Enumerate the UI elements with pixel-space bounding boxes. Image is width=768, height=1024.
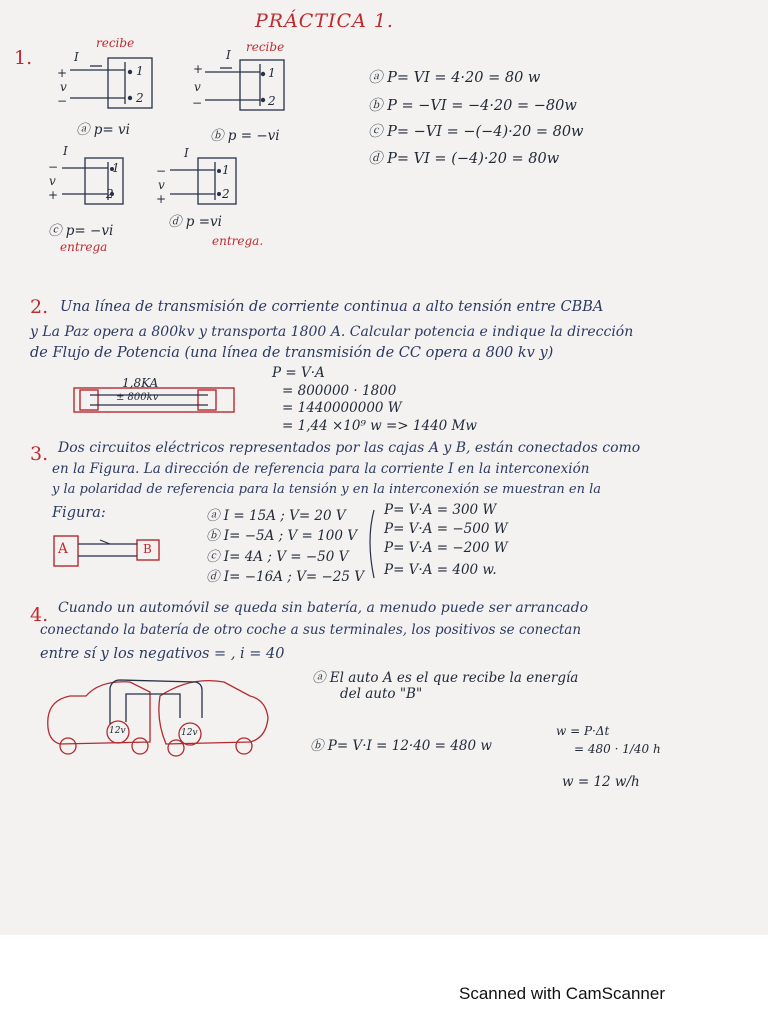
diagram-c-v: v [49,174,56,188]
p2-calc-line-2: = 800000 · 1800 [282,383,397,399]
p2-calc-line-4: = 1,44 ×10⁹ w => 1440 Mw [282,418,477,434]
p2-statement-line-3: de Flujo de Potencia (una línea de transmisión de CC opera a 800 kv y) [30,345,554,361]
diagram-b-plus: + [193,62,204,76]
p3-box-a: A [58,541,68,557]
p4-answer-b: ⓑ P= V·I = 12·40 = 480 w [310,738,492,754]
p1-answer-d: ⓓ P= VI = (−4)·20 = 80w [368,151,560,167]
diagram-d-v: v [158,178,165,192]
diagram-c-current: I [63,144,68,158]
p4-statement-line-3: entre sí y los negativos = , i = 40 [40,646,285,662]
diagram-a-v: v [60,80,67,94]
p2-current-label: 1,8KA [122,376,159,390]
diagram-a-label: recibe [96,36,135,50]
p3-result-d: P= V·A = 400 w. [384,562,497,578]
p4-answer-a-line-1: ⓐ El auto A es el que recibe la energía [312,670,579,686]
p3-result-c: P= V·A = −200 W [384,540,508,556]
camscanner-watermark: Scanned with CamScanner [459,984,666,1003]
diagram-c-minus: − [48,160,59,174]
diagram-a-terminal-1: 1 [136,64,144,78]
p3-case-b: ⓑ I= −5A ; V = 100 V [206,528,357,544]
diagram-b-label: recibe [246,40,285,54]
p4-statement-line-1: Cuando un automóvil se queda sin batería, a menudo puede ser arrancado [58,600,589,616]
diagram-a-plus: + [57,66,68,80]
p4-work-line-3: w = 12 w/h [562,774,640,790]
p3-result-b: P= V·A = −500 W [384,521,508,537]
p3-statement-line-4: Figura: [52,505,106,521]
diagram-a-terminal-2: 2 [136,91,144,105]
diagram-d-terminal-1: 1 [222,163,230,177]
p3-case-c: ⓒ I= 4A ; V = −50 V [206,549,349,565]
diagram-d-plus: + [156,192,167,206]
diagram-c-terminal-2: 2 [106,187,114,201]
diagram-d-terminal-2: 2 [222,187,230,201]
p2-voltage-label: ± 800kv [116,392,159,403]
diagram-a-current: I [74,50,79,64]
diagram-c-terminal-1: 1 [112,161,120,175]
p2-calc-line-1: P = V·A [272,365,325,381]
diagram-d-minus: − [156,164,167,178]
p4-work-line-1: w = P·Δt [556,724,610,738]
footer-area [0,935,768,1024]
p4-battery-right: 12v [181,728,198,738]
p2-calc-line-3: = 1440000000 W [282,400,402,416]
p3-statement-line-2: en la Figura. La dirección de referencia para la corriente I en la interconexión [52,461,590,477]
p1-answer-b: ⓑ P = −VI = −4·20 = −80w [368,98,577,114]
diagram-b-caption: ⓑ p = −vi [210,128,280,144]
p1-answer-a: ⓐ P= VI = 4·20 = 80 w [368,70,541,86]
diagram-b-v: v [194,80,201,94]
p2-statement-line-1: Una línea de transmisión de corriente continua a alto tensión entre CBBA [60,299,604,315]
p3-statement-line-3: y la polaridad de referencia para la tensión y en la interconexión se muestran en la [52,482,602,497]
problem-1-number: 1. [14,47,33,69]
diagram-c-caption: ⓒ p= −vi [48,223,114,239]
diagram-b-terminal-1: 1 [268,66,276,80]
diagram-b-minus: − [192,96,203,110]
p3-statement-line-1: Dos circuitos eléctricos representados por las cajas A y B, están conectados como [58,440,641,456]
diagram-d-current: I [184,146,189,160]
diagram-c-label: entrega [60,240,108,254]
p4-battery-left: 12v [109,726,126,736]
diagram-d-caption: ⓓ p =vi [168,214,222,230]
page-title: PRÁCTICA 1. [255,10,394,32]
problem-4-number: 4. [30,604,49,626]
p1-answer-c: ⓒ P= −VI = −(−4)·20 = 80w [368,124,584,140]
p3-box-b: B [143,542,152,556]
p4-work-line-2: = 480 · 1/40 h [574,742,661,756]
p2-statement-line-2: y La Paz opera a 800kv y transporta 1800 A. Calcular potencia e indique la dirección [30,324,634,340]
diagram-a-caption: ⓐ p= vi [76,122,130,138]
p4-answer-a-line-2: del auto "B" [340,686,423,702]
problem-3-number: 3. [30,443,49,465]
diagram-c-plus: + [48,188,59,202]
diagram-d-label: entrega. [212,234,264,248]
diagram-b-terminal-2: 2 [268,94,276,108]
p4-statement-line-2: conectando la batería de otro coche a sus terminales, los positivos se conectan [40,622,582,638]
diagram-b-current: I [226,48,231,62]
p3-result-a: P= V·A = 300 W [384,502,497,518]
diagram-a-minus: − [57,94,68,108]
p3-case-a: ⓐ I = 15A ; V= 20 V [206,508,346,524]
p3-case-d: ⓓ I= −16A ; V= −25 V [206,569,364,585]
problem-2-number: 2. [30,296,49,318]
